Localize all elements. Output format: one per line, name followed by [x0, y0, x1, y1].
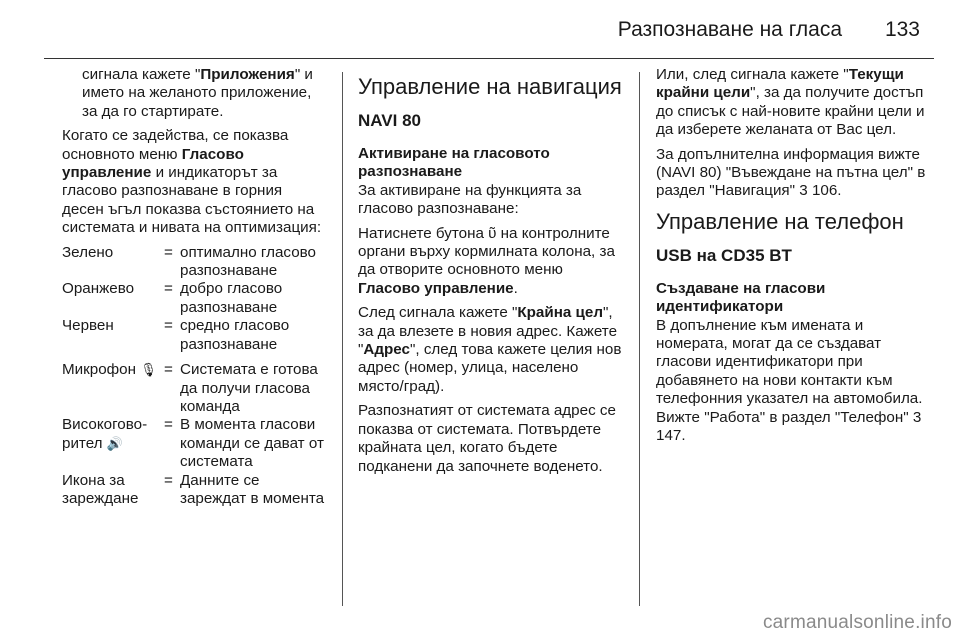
paragraph: Разпознатият от системата адрес се показва от системата. Потвърдете крайната цел, когато бъдете подканени да започнете воденето.	[358, 402, 616, 475]
page-number: 133	[884, 18, 920, 41]
paragraph: сигнала кажете "Приложения" и името на желаното приложение, за да го стартирате.	[82, 66, 313, 120]
header-rule	[44, 58, 934, 59]
watermark: carmanualsonline.info	[762, 612, 952, 633]
column-divider-2	[639, 72, 640, 606]
column-1	[62, 66, 328, 508]
paragraph: За допълнителна информация вижте (NAVI 80) "Въвеждане на пътна цел" в раздел "Навигация" 3 106.	[656, 145, 926, 200]
subsection-heading: USB на CD35 BT	[656, 245, 792, 265]
subsection-heading: NAVI 80	[358, 111, 421, 130]
topic-heading: Създаване на гласови идентификатори	[656, 279, 826, 316]
column-2	[358, 66, 628, 482]
definition-list	[62, 244, 328, 509]
page-reference-arrow-icon: 3	[912, 408, 922, 426]
paragraph: След сигнала кажете "Крайна цел", за да влезете в новия адрес. Кажете "Адрес", след това кажете целия нов адрес (номер, улица, населено място/град).	[358, 304, 622, 395]
page-header	[0, 0, 960, 60]
paragraph: Когато се задейства, се показва основното меню Гласово управление и индикаторът за гласово разпознаване в горния десен ъгъл показва състоянието на системата и нивата на оптимизация:	[62, 127, 322, 237]
paragraph: Или, след сигнала кажете "Текущи крайни цели", за да получите достъп до списък с най-новите крайни цели и да изберете желаната от Вас цел.	[656, 66, 925, 139]
paragraph: В допълнение към имената и номерата, могат да се създават гласови идентификатори при добавянето на нови контакти към телефонния указател на автомобила. Вижте "Работа" в раздел "Телефон" 3 147.	[656, 316, 923, 445]
speaker-icon: 🔊	[106, 435, 123, 451]
paragraph: За активиране на функцията за гласово разпознаване:	[358, 181, 582, 218]
topic-heading: Активиране на гласовото разпознаване	[358, 145, 550, 181]
column-3	[656, 66, 926, 452]
definition-row: Микрофон 🎙 = Системата е готова да получи гласова команда	[62, 361, 318, 415]
column-divider-1	[342, 72, 343, 606]
section-heading: Управление на телефон	[656, 208, 904, 234]
definition-row: Зелено = оптимално гласово разпознаване	[62, 243, 316, 280]
microphone-icon: 🎙	[140, 362, 157, 378]
definition-row: Икона за зареждане = Данните се зареждат в момента	[62, 471, 325, 507]
definition-row: Високогово-рител 🔊 = В момента гласови команди се дават от системата	[62, 416, 324, 471]
voice-button-icon: ῦ	[488, 224, 497, 242]
definition-row: Оранжево = добро гласово разпознаване	[62, 280, 283, 316]
page-reference-arrow-icon: 3	[799, 182, 808, 200]
definition-row: Червен = средно гласово разпознаване	[62, 317, 290, 353]
section-heading: Управление на навигация	[358, 74, 622, 99]
paragraph: Натиснете бутона ῦ на контролните органи върху кормилната колона, за да отворите основното меню Гласово управление.	[358, 224, 615, 297]
page-title: Разпознаване на гласа	[617, 18, 842, 41]
